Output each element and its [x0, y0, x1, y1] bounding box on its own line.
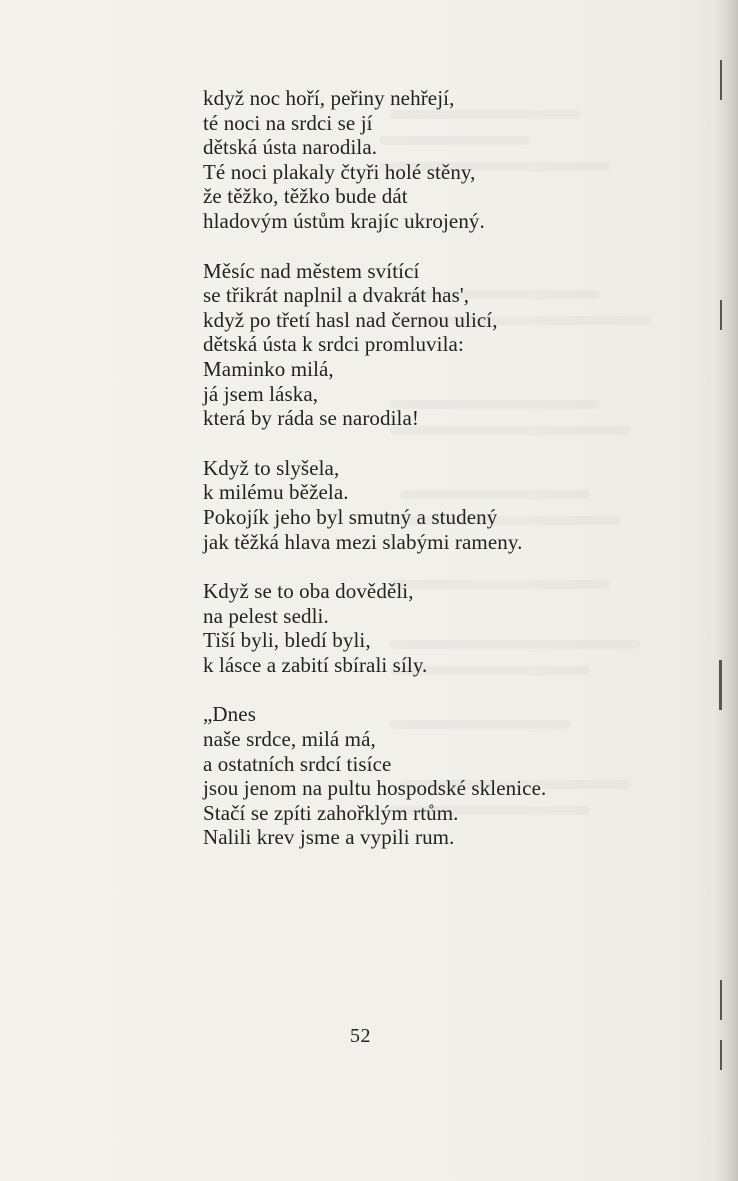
poem-line: Tiší byli, bledí byli,	[203, 628, 371, 653]
poem-line: dětská ústa narodila.	[203, 135, 378, 160]
poem-text	[203, 86, 673, 875]
stanza	[203, 259, 673, 431]
poem-line: když noc hoří, peřiny nehřejí,	[203, 86, 455, 110]
poem-line: jsou jenom na pultu hospodské sklenice.	[203, 776, 547, 801]
poem-line: Té noci plakaly čtyři holé stěny,	[203, 159, 476, 184]
poem-line: když po třetí hasl nad černou ulicí,	[203, 307, 498, 332]
stanza	[203, 702, 673, 850]
poem-line: k milému běžela.	[203, 480, 349, 505]
poem-line: a ostatních srdcí tisíce	[203, 751, 392, 776]
edge-mark	[720, 300, 722, 330]
stanza	[203, 456, 673, 554]
edge-mark	[719, 660, 722, 710]
poem-line: se třikrát naplnil a dvakrát has',	[203, 283, 470, 308]
poem-line: Nalili krev jsme a vypili rum.	[203, 825, 455, 850]
poem-line: „Dnes	[203, 702, 256, 727]
poem-line: naše srdce, milá má,	[203, 727, 376, 752]
poem-line: té noci na srdci se jí	[203, 110, 373, 135]
edge-mark	[720, 980, 722, 1020]
poem-line: na pelest sedli.	[203, 603, 329, 628]
poem-line: která by ráda se narodila!	[203, 406, 419, 431]
poem-line: Maminko milá,	[203, 356, 334, 381]
poem-line: Pokojík jeho byl smutný a studený	[203, 504, 498, 529]
poem-line: že těžko, těžko bude dát	[203, 184, 408, 209]
edge-mark	[720, 60, 722, 100]
poem-line: Když to slyšela,	[203, 455, 340, 480]
poem-line: Stačí se zpíti zahořklým rtům.	[203, 800, 459, 825]
poem-line: Měsíc nad městem svítící	[203, 258, 420, 283]
stanza	[203, 579, 673, 677]
stanza	[203, 86, 673, 234]
poem-line: jak těžká hlava mezi slabými rameny.	[203, 529, 523, 554]
poem-line: já jsem láska,	[203, 381, 319, 406]
poem-line: Když se to oba dověděli,	[203, 579, 414, 604]
poem-line: hladovým ústům krajíc ukrojený.	[203, 208, 485, 233]
edge-mark	[720, 1040, 722, 1070]
poem-line: k lásce a zabití sbírali síly.	[203, 652, 428, 677]
poem-line: dětská ústa k srdci promluvila:	[203, 332, 464, 357]
page-number: 52	[350, 1025, 371, 1047]
